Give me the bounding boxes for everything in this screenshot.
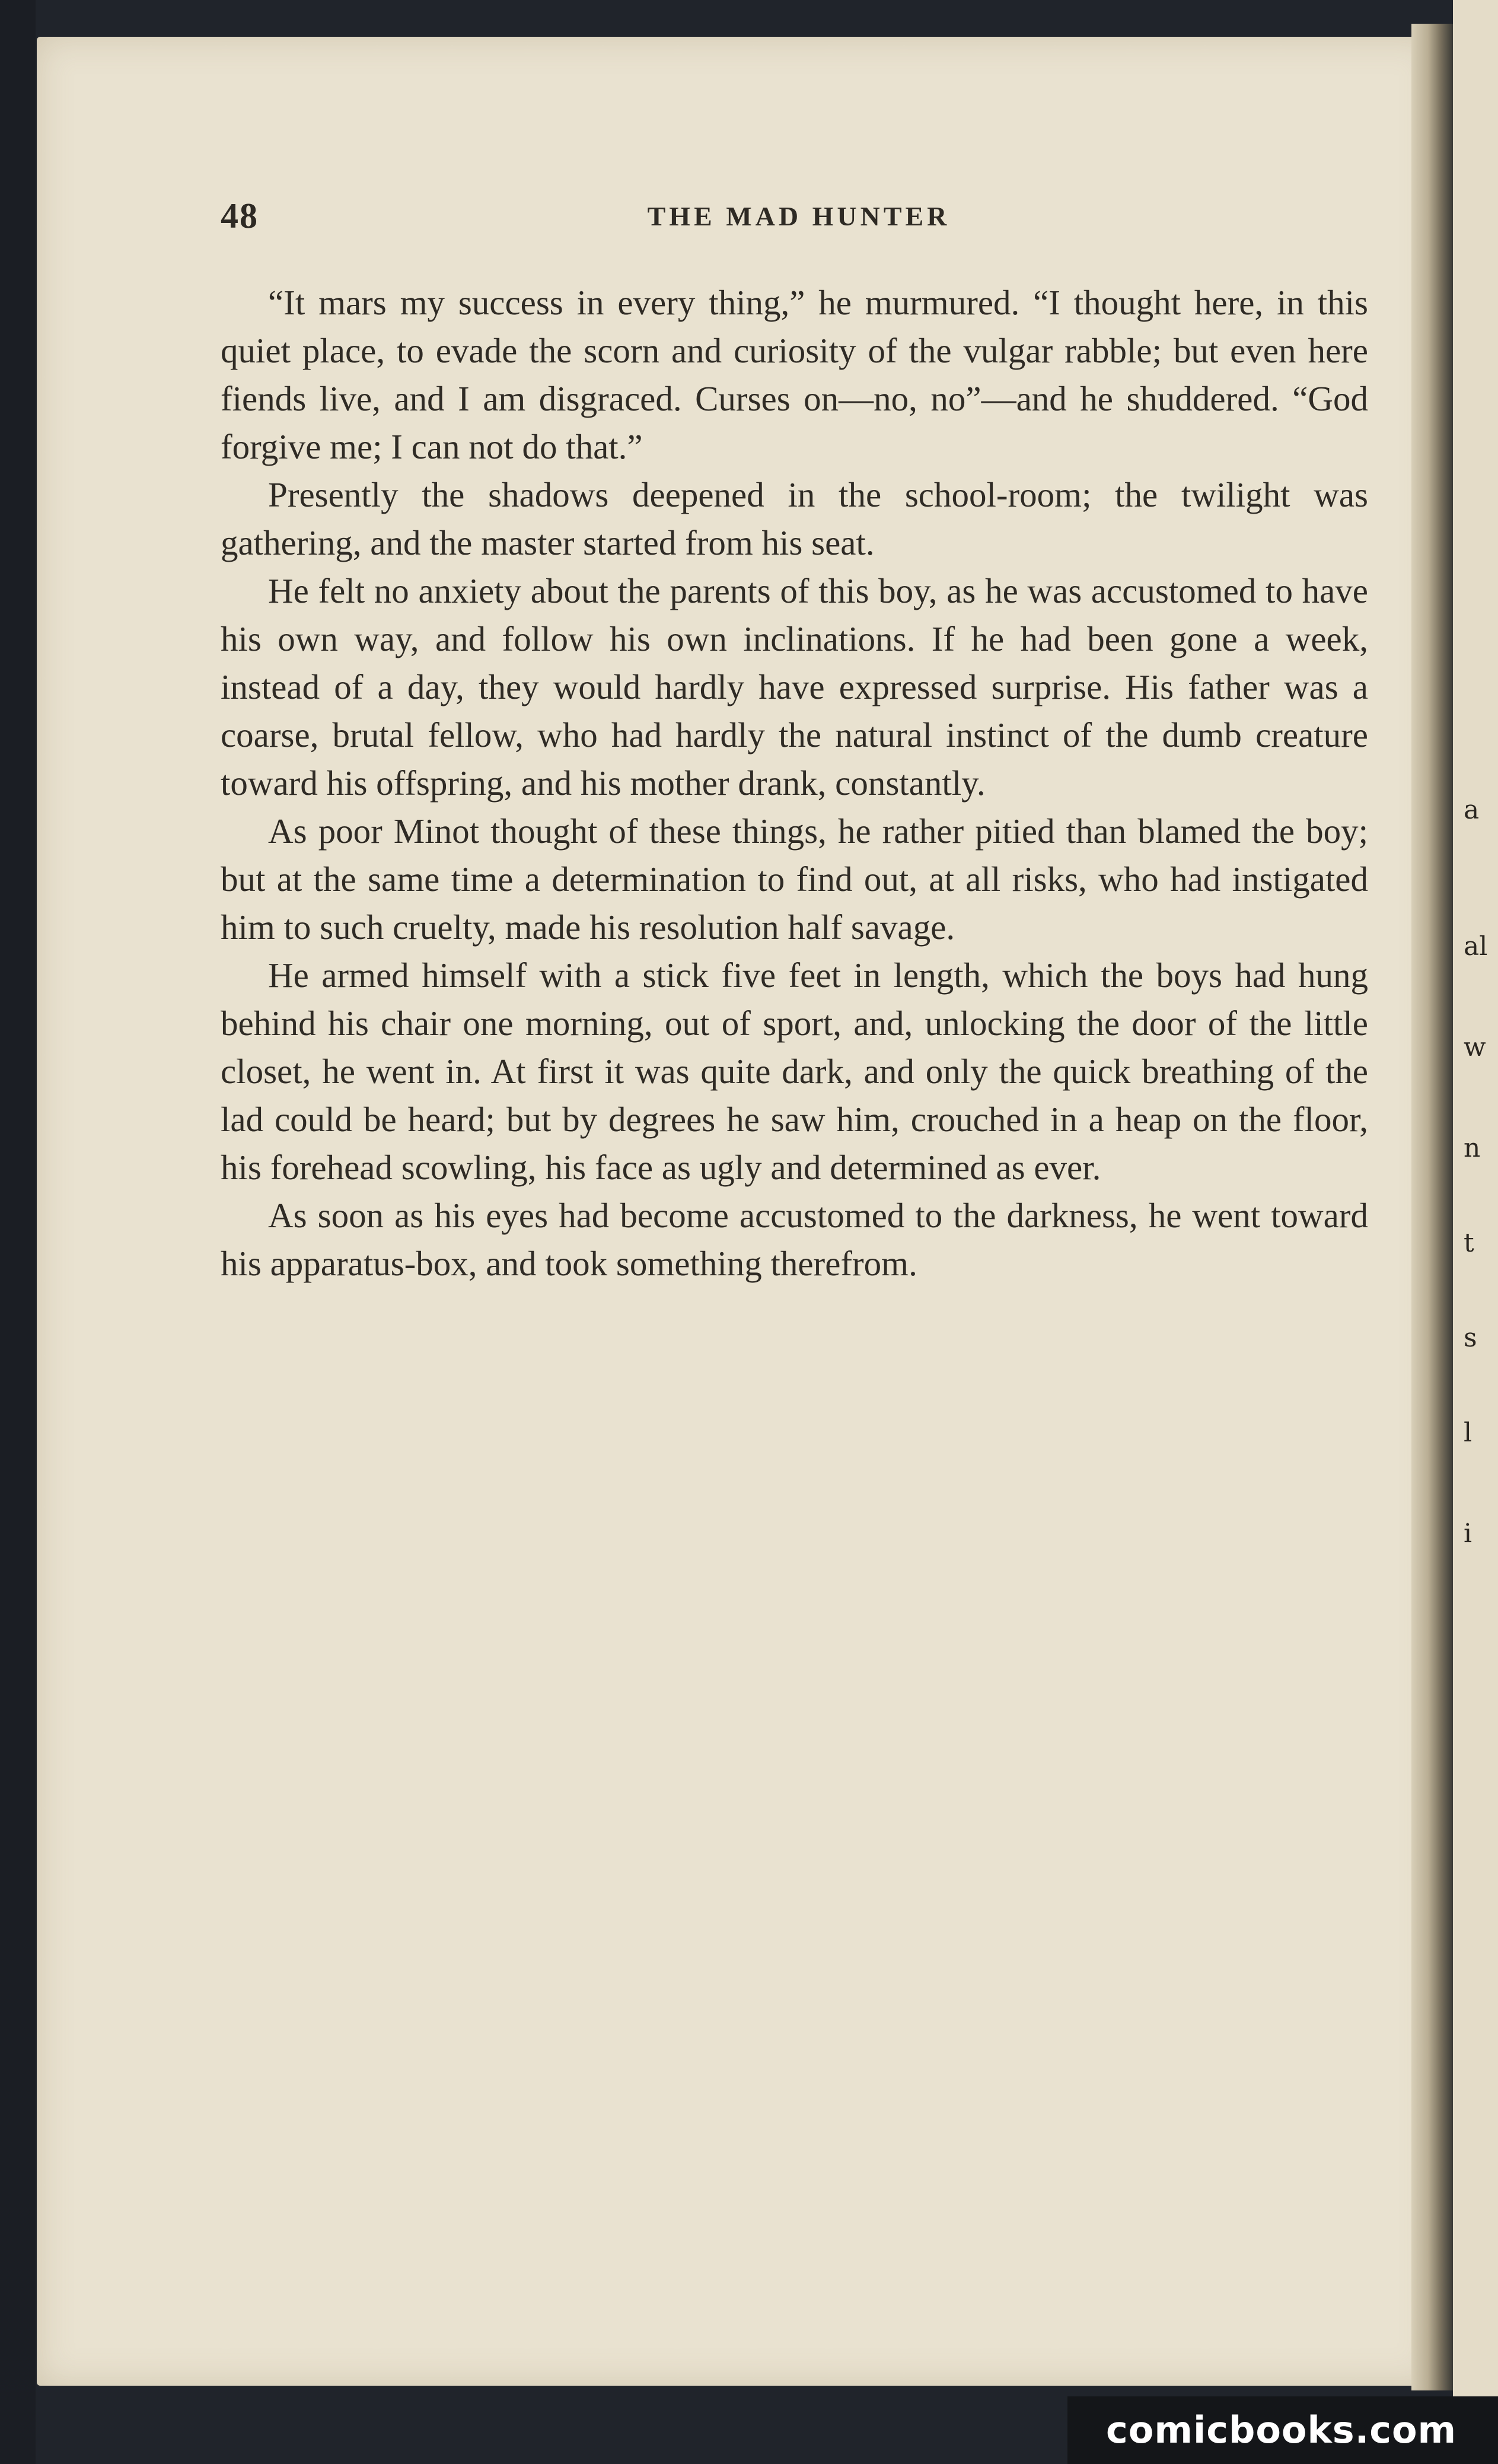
site-watermark: comicbooks.com	[1106, 2408, 1457, 2452]
book-title: THE MAD HUNTER	[647, 201, 951, 231]
adjacent-page-fragment: n	[1464, 1133, 1481, 1163]
adjacent-page-fragment: w	[1464, 1032, 1486, 1062]
paragraph: “It mars my success in every thing,” he murmured. “I thought here, in this quiet place, to evade the scorn and curiosity of the vulgar rabble; but even here fiends live, and I am disgraced. Curses on—no, no”—and he shuddered. “God forgive me; I can not do that.”	[221, 283, 1368, 466]
adjacent-page-fragment: t	[1464, 1228, 1474, 1258]
paragraph: He armed himself with a stick five feet in length, which the boys had hung behind his chair one morning, out of sport, and, unlocking the door of the little closet, he went in. At first it was quite dark, and only the quick breathing of the lad could be heard; but by degrees he saw him, crouched in a heap on the floor, his forehead scowling, his face as ugly and determined as ever.	[221, 956, 1368, 1187]
adjacent-page-fragment: i	[1464, 1518, 1472, 1549]
page-gutter	[1411, 24, 1453, 2390]
adjacent-page-fragment: a	[1464, 795, 1480, 825]
paragraph: As soon as his eyes had become accustomed to the darkness, he went toward his apparatus-box, and took something therefrom.	[221, 1196, 1368, 1283]
adjacent-page-fragment: al	[1464, 931, 1488, 962]
paragraph: As poor Minot thought of these things, he rather pitied than blamed the boy; but at the same time a determination to find out, at all risks, who had instigated him to such cruelty, made his resolution half savage.	[221, 811, 1368, 947]
paragraph: Presently the shadows deepened in the school-room; the twilight was gathering, and the master started from his seat.	[221, 475, 1368, 562]
left-cover-edge	[0, 0, 36, 2464]
page-number: 48	[221, 196, 259, 235]
adjacent-page-fragment: s	[1464, 1323, 1477, 1353]
adjacent-page-fragment: l	[1464, 1418, 1472, 1448]
body-text	[221, 279, 1368, 1288]
running-head	[221, 196, 1377, 243]
adjacent-page-edge	[1453, 0, 1498, 2464]
paragraph: He felt no anxiety about the parents of this boy, as he was accustomed to have his own way, and follow his own inclinations. If he had been gone a week, instead of a day, they would hardly have expressed surprise. His father was a coarse, brutal fellow, who had hardly the natural instinct of the dumb creature toward his offspring, and his mother drank, constantly.	[221, 571, 1368, 803]
